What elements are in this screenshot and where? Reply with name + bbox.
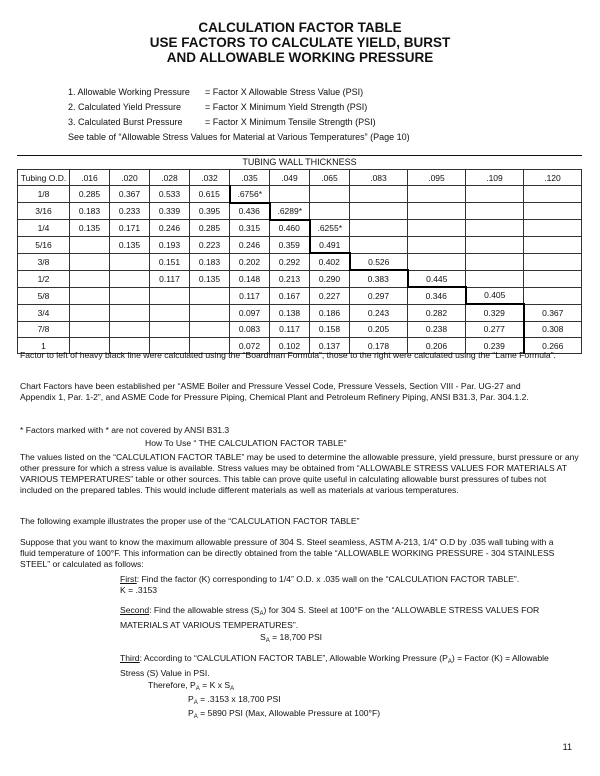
factor-cell	[310, 203, 350, 220]
subscript: A	[193, 700, 198, 706]
tubing-od-cell: 1/2	[18, 270, 70, 287]
example-intro: The following example illustrates the proper use of the “CALCULATION FACTOR TABLE”	[20, 516, 360, 526]
formula-row	[68, 100, 410, 115]
equation-text: = K x S	[199, 680, 231, 690]
factor-cell: 0.395	[190, 203, 230, 220]
therefore-line-2	[188, 694, 281, 709]
header-wall-thickness: .032	[190, 170, 230, 186]
tubing-od-cell: 3/4	[18, 304, 70, 321]
formula-value: = Factor X Allowable Stress Value (PSI)	[205, 87, 364, 97]
formula-list	[68, 85, 410, 145]
factor-cell	[150, 304, 190, 321]
header-tubing-od: Tubing O.D.	[18, 170, 70, 186]
therefore-line-3	[188, 708, 380, 723]
factor-cell: 0.239	[466, 337, 524, 353]
header-wall-thickness: .035	[230, 170, 270, 186]
factor-cell	[408, 203, 466, 220]
factor-cell	[70, 253, 110, 270]
factor-cell: 0.178	[350, 337, 408, 353]
factor-cell	[70, 270, 110, 287]
tubing-od-cell: 1	[18, 337, 70, 353]
factor-cell: 0.315	[230, 220, 270, 237]
factor-cell: 0.151	[150, 253, 190, 270]
factor-cell: 0.117	[230, 287, 270, 304]
factor-cell	[310, 186, 350, 203]
factor-cell	[110, 270, 150, 287]
factor-cell	[190, 304, 230, 321]
table-row	[18, 220, 582, 237]
factor-cell: 0.292	[270, 253, 310, 270]
tubing-od-cell: 1/4	[18, 220, 70, 237]
factor-cell: 0.285	[190, 220, 230, 237]
equation-text: Therefore, P	[148, 680, 196, 690]
calculation-factor-table	[17, 155, 582, 354]
formula-label: 1. Allowable Working Pressure	[68, 87, 190, 97]
factor-cell: 0.533	[150, 186, 190, 203]
factor-cell: 0.290	[310, 270, 350, 287]
factor-cell: 0.405	[466, 287, 524, 304]
factor-cell	[150, 287, 190, 304]
factor-cell: 0.135	[70, 220, 110, 237]
factor-cell: 0.205	[350, 321, 408, 337]
factor-cell	[70, 304, 110, 321]
factor-cell: 0.246	[230, 237, 270, 254]
factor-cell: 0.083	[230, 321, 270, 337]
factor-cell: 0.102	[270, 337, 310, 353]
formula-label: 3. Calculated Burst Pressure	[68, 117, 183, 127]
stress-result	[260, 632, 322, 647]
factor-cell	[190, 321, 230, 337]
title-line-2: USE FACTORS TO CALCULATE YIELD, BURST	[149, 35, 451, 50]
equation-text: P	[188, 694, 194, 704]
factor-cell: 0.097	[230, 304, 270, 321]
factor-cell	[524, 203, 582, 220]
factor-cell: 0.246	[150, 220, 190, 237]
header-wall-thickness: .020	[110, 170, 150, 186]
factor-cell: 0.167	[270, 287, 310, 304]
therefore-line-1	[148, 680, 234, 695]
factor-cell: 0.402	[310, 253, 350, 270]
subscript: A	[265, 638, 270, 644]
factor-cell: 0.227	[310, 287, 350, 304]
factor-cell	[408, 237, 466, 254]
factor-cell	[70, 287, 110, 304]
factor-cell: 0.491	[310, 237, 350, 254]
factor-cell: .6756*	[230, 186, 270, 203]
formula-value: = Factor X Minimum Yield Strength (PSI)	[205, 102, 368, 112]
table-row	[18, 287, 582, 304]
step-label: Second	[120, 605, 150, 615]
subscript: A	[195, 686, 200, 692]
step-label: Third	[120, 653, 140, 663]
factor-cell	[524, 253, 582, 270]
factor-cell	[70, 237, 110, 254]
table-row	[18, 203, 582, 220]
factor-cell: 0.223	[190, 237, 230, 254]
factor-cell: 0.135	[190, 270, 230, 287]
code-reference: Chart Factors have been established per “ASME Boiler and Pressure Vessel Code, Pressure Vessels, Section VIII - Par. UG-27 and Appendix 1, Par. 1-2”, and ASME Code for Pressure Piping, Chemical Plant and Petroleum Refinery Piping, ANSI B31.3, Par. 304.1.2.	[20, 381, 529, 402]
equation-text: P	[188, 708, 194, 718]
subscript: A	[193, 714, 198, 720]
equation-text: = 5890 PSI (Max, Allowable Pressure at 100°F)	[197, 708, 381, 718]
step-second	[120, 605, 560, 631]
step-label: First	[120, 574, 137, 584]
factor-cell	[110, 287, 150, 304]
header-wall-thickness: .095	[408, 170, 466, 186]
factor-cell: 0.339	[150, 203, 190, 220]
header-wall-thickness: .065	[310, 170, 350, 186]
tubing-od-cell: 1/8	[18, 186, 70, 203]
subscript: A	[447, 659, 452, 665]
factor-cell	[350, 186, 408, 203]
stress-symbol: S	[260, 632, 266, 642]
factor-cell	[524, 237, 582, 254]
table-title: TUBING WALL THICKNESS	[17, 155, 582, 169]
factor-cell: 0.346	[408, 287, 466, 304]
factor-cell: 0.183	[70, 203, 110, 220]
formula-row	[68, 85, 410, 100]
header-wall-thickness: .083	[350, 170, 408, 186]
factor-cell	[524, 186, 582, 203]
factor-cell: 0.460	[270, 220, 310, 237]
table-row	[18, 270, 582, 287]
table-header-row	[18, 170, 582, 186]
factor-cell	[524, 270, 582, 287]
factor-cell: 0.135	[110, 237, 150, 254]
factor-cell	[466, 220, 524, 237]
factor-cell: 0.117	[270, 321, 310, 337]
factor-cell: 0.202	[230, 253, 270, 270]
table-row	[18, 253, 582, 270]
factor-cell: 0.137	[310, 337, 350, 353]
factor-cell: 0.383	[350, 270, 408, 287]
factor-cell: 0.148	[230, 270, 270, 287]
formula-row	[68, 115, 410, 130]
page-number: 11	[562, 742, 572, 752]
factor-cell: 0.445	[408, 270, 466, 287]
factor-cell: 0.285	[70, 186, 110, 203]
step-text: : Find the allowable stress (S	[149, 605, 260, 615]
factor-cell: 0.282	[408, 304, 466, 321]
factor-cell	[350, 203, 408, 220]
factor-cell: 0.367	[110, 186, 150, 203]
factor-cell	[408, 253, 466, 270]
how-to-heading: How To Use “ THE CALCULATION FACTOR TABLE”	[145, 438, 347, 448]
formula-label: 2. Calculated Yield Pressure	[68, 102, 182, 112]
factor-cell: 0.329	[466, 304, 524, 321]
factor-cell	[110, 253, 150, 270]
factor-cell	[408, 220, 466, 237]
factor-cell	[110, 321, 150, 337]
factor-cell	[466, 237, 524, 254]
factor-cell: 0.186	[310, 304, 350, 321]
table-row	[18, 304, 582, 321]
factor-cell	[524, 220, 582, 237]
factor-cell	[110, 304, 150, 321]
stress-value: = 18,700 PSI	[269, 632, 323, 642]
factor-cell: 0.615	[190, 186, 230, 203]
tubing-od-cell: 3/8	[18, 253, 70, 270]
header-wall-thickness: .049	[270, 170, 310, 186]
factor-cell	[70, 321, 110, 337]
factor-cell: 0.183	[190, 253, 230, 270]
step-text: : According to “CALCULATION FACTOR TABLE”, Allowable Working Pressure (P	[139, 653, 448, 663]
factor-cell: 0.117	[150, 270, 190, 287]
factor-cell	[350, 237, 408, 254]
factor-cell	[466, 270, 524, 287]
factor-cell: 0.308	[524, 321, 582, 337]
step-third	[120, 653, 550, 679]
subscript: A	[230, 686, 235, 692]
tubing-od-cell: 5/8	[18, 287, 70, 304]
factor-cell	[466, 186, 524, 203]
factor-cell	[270, 186, 310, 203]
factor-cell: 0.243	[350, 304, 408, 321]
k-value: K = .3153	[120, 585, 158, 595]
header-wall-thickness: .120	[524, 170, 582, 186]
factor-cell: 0.072	[230, 337, 270, 353]
factor-cell	[190, 287, 230, 304]
factor-table	[17, 169, 582, 354]
factor-cell: 0.233	[110, 203, 150, 220]
table-row	[18, 186, 582, 203]
factor-cell	[408, 186, 466, 203]
step-first	[120, 574, 560, 596]
see-table-note: See table of “Allowable Stress Values for Material at Various Temperatures” (Page 10)	[68, 132, 410, 142]
factor-cell	[524, 287, 582, 304]
tubing-od-cell: 5/16	[18, 237, 70, 254]
table-row	[18, 321, 582, 337]
factor-cell: 0.367	[524, 304, 582, 321]
tubing-od-cell: 3/16	[18, 203, 70, 220]
subscript: A	[259, 611, 264, 617]
factor-cell	[466, 203, 524, 220]
factor-cell: 0.238	[408, 321, 466, 337]
equation-text: = .3153 x 18,700 PSI	[197, 694, 281, 704]
factor-cell: 0.193	[150, 237, 190, 254]
factor-cell: 0.206	[408, 337, 466, 353]
factor-cell	[150, 321, 190, 337]
step-text: : Find the factor (K) corresponding to 1/4” O.D. x .035 wall on the “CALCULATION FACTOR TABLE”.	[136, 574, 520, 584]
factor-cell: 0.138	[270, 304, 310, 321]
asterisk-note: * Factors marked with * are not covered by ANSI B31.3	[20, 425, 230, 435]
factor-cell: 0.526	[350, 253, 408, 270]
example-scenario: Suppose that you want to know the maximum allowable pressure of 304 S. Steel seamless, ASTM A-213, 1/4” O.D by .035 wall tubing with a fluid temperature of 100°F. This information can be directly obtained from the table “ALLOWABLE WORKING PRESSURE - 304 STAINLESS STEEL” or calculated as follows:	[20, 537, 555, 569]
tubing-od-cell: 7/8	[18, 321, 70, 337]
how-to-description: The values listed on the “CALCULATION FACTOR TABLE” may be used to determine the allowable pressure, yield pressure, burst pressure or any other pressure for which a stress value is available. Stress values may be obtained from “ALLOWABLE STRESS VALUES FOR MATERIALS AT VARIOUS TEMPERATURES” table or other sources. This table can prove quite useful in calculating allowable burst pressures of tubes not included on the prepared tables. This would include different materials as well as materials at various temperatures.	[20, 452, 579, 495]
formula-note: Factor to left of heavy black line were calculated using the “Boardman Formula”, those to the right were calculated using the “Lame Formula”.	[20, 350, 556, 360]
factor-cell: 0.171	[110, 220, 150, 237]
factor-cell	[350, 220, 408, 237]
step-text: ) = Factor (K) = Allowable Stress (S) Value in PSI.	[120, 653, 549, 678]
factor-cell: 0.297	[350, 287, 408, 304]
factor-cell: 0.213	[270, 270, 310, 287]
factor-cell: 0.359	[270, 237, 310, 254]
table-row	[18, 237, 582, 254]
factor-cell: 0.436	[230, 203, 270, 220]
factor-cell: .6289*	[270, 203, 310, 220]
title-line-1: CALCULATION FACTOR TABLE	[198, 20, 402, 35]
title-line-3: AND ALLOWABLE WORKING PRESSURE	[166, 50, 434, 65]
header-wall-thickness: .016	[70, 170, 110, 186]
formula-value: = Factor X Minimum Tensile Strength (PSI)	[205, 117, 376, 127]
factor-cell: .6255*	[310, 220, 350, 237]
step-text: ) for 304 S. Steel at 100°F on the “ALLOWABLE STRESS VALUES FOR MATERIALS AT VARIOUS TEMPERATURES”.	[120, 605, 540, 630]
header-wall-thickness: .028	[150, 170, 190, 186]
factor-cell	[466, 253, 524, 270]
page-title	[0, 20, 600, 65]
factor-cell: 0.158	[310, 321, 350, 337]
factor-cell: 0.266	[524, 337, 582, 353]
header-wall-thickness: .109	[466, 170, 524, 186]
factor-cell: 0.277	[466, 321, 524, 337]
